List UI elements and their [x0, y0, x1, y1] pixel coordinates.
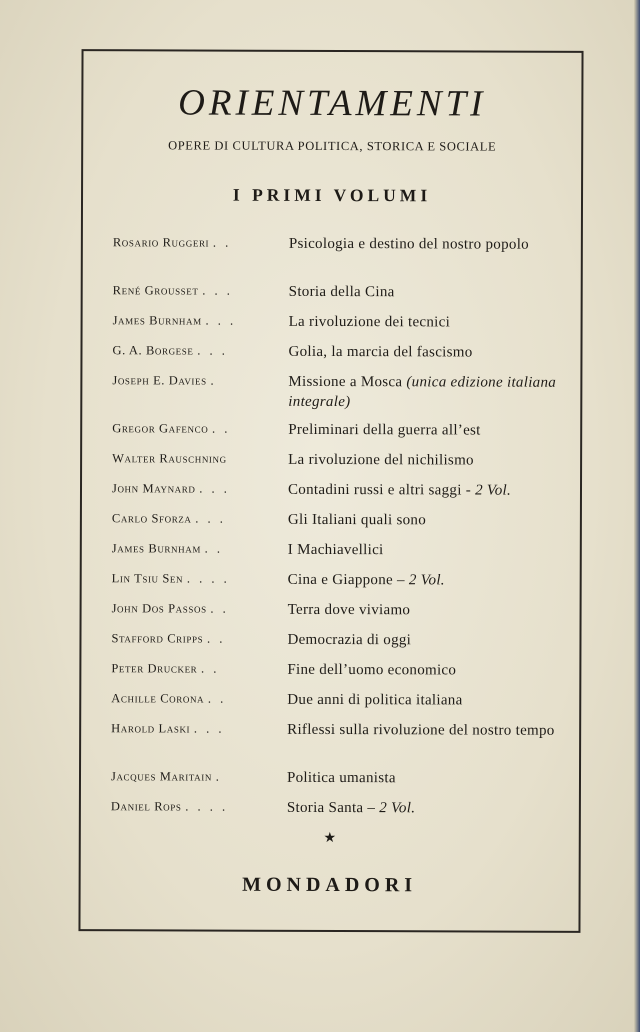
- author-name: Joseph E. Davies .: [112, 373, 217, 388]
- author-name: Walter Rauschning: [112, 451, 227, 466]
- author-name: Daniel Rops . . . .: [110, 799, 229, 814]
- book-title: La rivoluzione dei tecnici: [288, 313, 451, 331]
- book-title: Fine dell’uomo economico: [287, 661, 457, 679]
- star-ornament: ★: [323, 829, 337, 847]
- book-title: Democrazia di oggi: [287, 631, 412, 649]
- book-title: Terra dove viviamo: [287, 601, 411, 619]
- book-entry: [111, 511, 562, 529]
- book-title: Missione a Mosca (unica edizione italiana integrale): [288, 373, 557, 411]
- book-title: Contadini russi e altri saggi - 2 Vol.: [287, 481, 512, 499]
- book-entry: [112, 451, 562, 469]
- author-name: Achille Corona . .: [111, 691, 227, 706]
- author-name: James Burnham . .: [111, 541, 224, 556]
- book-title: Cina e Giappone – 2 Vol.: [287, 571, 445, 589]
- author-name: Gregor Gafenco . .: [112, 421, 231, 436]
- author-name: Carlo Sforza . . .: [111, 511, 226, 526]
- book-entry: [111, 601, 562, 619]
- book-entry: [111, 691, 561, 709]
- book-title: Riflessi sulla rivoluzione del nostro tempo: [287, 721, 555, 739]
- book-entry: [112, 313, 563, 331]
- page-frame: [78, 49, 583, 933]
- book-title: Gli Italiani quali sono: [287, 511, 427, 529]
- section-heading: I PRIMI VOLUMI: [232, 184, 432, 206]
- author-name: Jacques Maritain .: [110, 769, 222, 784]
- book-title: I Machiavellici: [287, 541, 384, 559]
- author-name: G. A. Borgese . . .: [112, 343, 228, 358]
- book-title: Golia, la marcia del fascismo: [288, 343, 473, 361]
- book-title: Politica umanista: [286, 769, 396, 787]
- author-name: Stafford Cripps . .: [111, 631, 226, 646]
- author-name: René Grousset . . .: [112, 283, 233, 298]
- book-entry: [110, 769, 561, 787]
- book-title: La rivoluzione del nichilismo: [288, 451, 474, 469]
- author-name: Rosario Ruggeri . .: [112, 235, 232, 250]
- author-name: Peter Drucker . .: [111, 661, 220, 676]
- author-name: John Maynard . . .: [111, 481, 230, 496]
- book-entry: [111, 541, 562, 559]
- series-subtitle: OPERE DI CULTURA POLITICA, STORICA E SOCIALE: [168, 138, 497, 154]
- book-title: Due anni di politica italiana: [287, 691, 463, 709]
- book-title: Preliminari della guerra all’est: [288, 421, 481, 439]
- book-entry: [110, 799, 561, 817]
- author-name: John Dos Passos . .: [111, 601, 229, 616]
- book-entry: [112, 373, 562, 411]
- book-entry: [112, 421, 562, 439]
- book-title: Storia della Cina: [288, 283, 395, 301]
- publisher-name: MONDADORI: [242, 873, 418, 897]
- book-title: Psicologia e destino del nostro popolo: [288, 235, 530, 253]
- book-entry: [112, 343, 563, 361]
- author-name: Harold Laski . . .: [111, 721, 225, 736]
- author-name: James Burnham . . .: [112, 313, 237, 328]
- book-entry: [112, 235, 563, 253]
- book-entry: [111, 721, 561, 739]
- book-entry: [111, 631, 562, 649]
- page-edge: [634, 0, 640, 1032]
- book-entry: [111, 571, 562, 589]
- book-entry: [111, 661, 561, 679]
- book-title: Storia Santa – 2 Vol.: [286, 799, 416, 817]
- book-entry: [111, 481, 562, 499]
- author-name: Lin Tsiu Sen . . . .: [111, 571, 230, 586]
- book-entry: [112, 283, 563, 301]
- series-title: ORIENTAMENTI: [178, 82, 487, 125]
